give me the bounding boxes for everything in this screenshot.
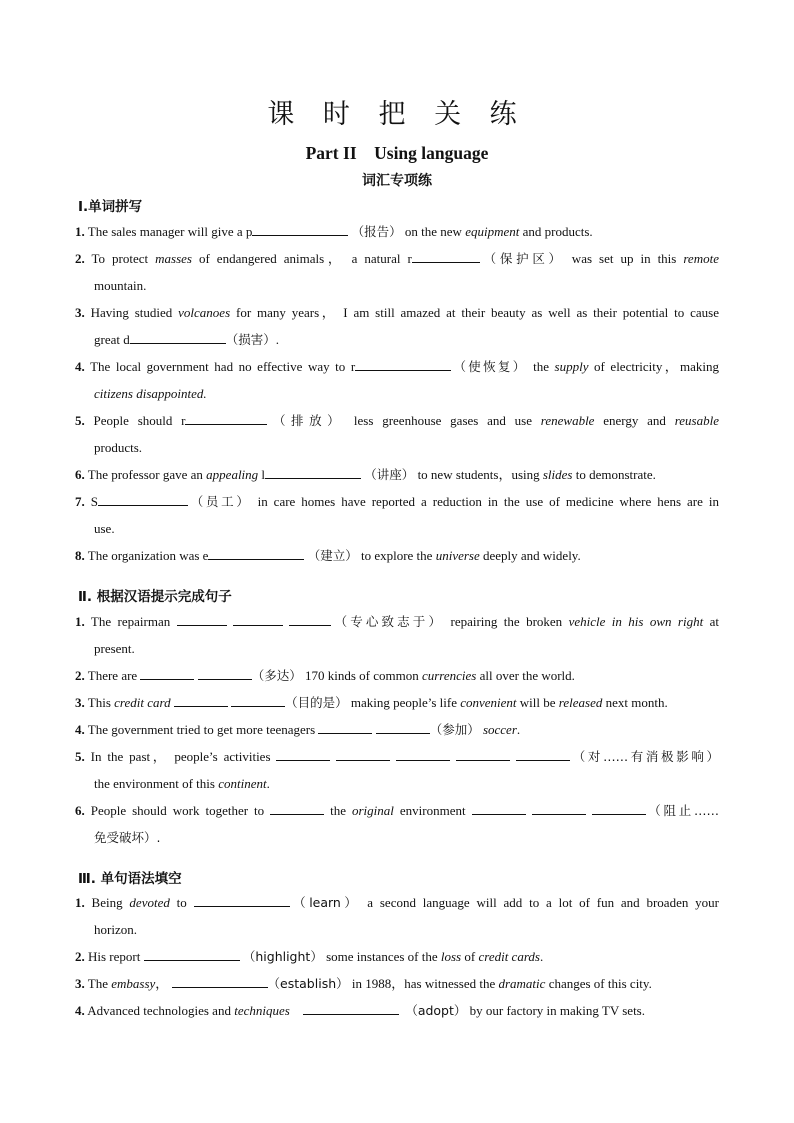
question-3-1: 1. Being devoted to （learn） a second language will add to a lot of fun and broaden your [75,895,719,910]
question-2-2: 2. There are （多达） 170 kinds of common currencies all over the world. [75,668,575,683]
answer-blank[interactable] [318,720,372,734]
question-2-6: 6. People should work together to the original environment （阻止…… [75,803,719,818]
question-2-5-cont: the environment of this continent. [94,776,270,791]
question-1-7-cont: use. [94,521,115,536]
answer-blank[interactable] [303,1001,399,1015]
question-1-4-cont: citizens disappointed. [94,386,207,401]
answer-blank[interactable] [355,357,451,371]
answer-blank[interactable] [194,893,290,907]
question-1-2-cont: mountain. [94,278,147,293]
answer-blank[interactable] [208,546,304,560]
answer-blank[interactable] [185,411,267,425]
question-1-5: 5. People should r （排放） less greenhouse gases and use renewable energy and reusable [75,413,719,428]
question-2-5: 5. In the past， people’s activities （对……有消极影响） [75,749,720,764]
question-3-1-cont: horizon. [94,922,137,937]
question-2-4: 4. The government tried to get more teenagers （参加） soccer. [75,722,521,737]
answer-blank[interactable] [198,666,252,680]
answer-blank[interactable] [396,747,450,761]
question-1-4: 4. The local government had no effective way to r （使恢复） the supply of electricity，making [75,359,719,374]
question-3-2: 2. His report （highlight） some instances of the loss of credit cards. [75,949,544,964]
answer-blank[interactable] [376,720,430,734]
answer-blank[interactable] [177,612,227,626]
answer-blank[interactable] [270,801,324,815]
answer-blank[interactable] [174,693,228,707]
section-heading-2: Ⅱ. 根据汉语提示完成句子 [78,589,232,605]
section-heading-3: Ⅲ. 单句语法填空 [78,871,182,887]
question-1-1: 1. The sales manager will give a p （报告） on the new equipment and products. [75,224,593,239]
section-heading-1: Ⅰ.单词拼写 [78,199,143,215]
question-2-1: 1. The repairman （专心致志于） repairing the broken vehicle in his own right at [75,614,720,629]
question-1-5-cont: products. [94,440,143,455]
question-1-3: 3. Having studied volcanoes for many years， I am still amazed at their beauty as well as their potential to cause [75,305,719,320]
answer-blank[interactable] [412,249,480,263]
answer-blank[interactable] [144,947,240,961]
question-3-4: 4. Advanced technologies and techniques （adopt） by our factory in making TV sets. [75,1003,645,1018]
answer-blank[interactable] [592,801,646,815]
answer-blank[interactable] [472,801,526,815]
page-title: 课 时 把 关 练 [267,99,527,130]
answer-blank[interactable] [252,222,348,236]
answer-blank[interactable] [276,747,330,761]
question-1-8: 8. The organization was e （建立） to explore the universe deeply and widely. [75,548,581,563]
answer-blank[interactable] [265,465,361,479]
question-1-2: 2. To protect masses of endangered animals， a natural r （保护区） was set up in this remote [75,251,719,266]
question-2-6-cont: 免受破坏）. [94,830,161,845]
answer-blank[interactable] [233,612,283,626]
question-2-3: 3. This credit card （目的是） making people’s life convenient will be released next month. [75,695,668,710]
answer-blank[interactable] [140,666,194,680]
answer-blank[interactable] [532,801,586,815]
question-3-3: 3. The embassy， （establish） in 1988，has witnessed the dramatic changes of this city. [75,976,652,991]
answer-blank[interactable] [172,974,268,988]
answer-blank[interactable] [98,492,188,506]
question-1-3-cont: great d （损害）. [94,332,279,347]
answer-blank[interactable] [231,693,285,707]
part-title: Part II Using language [305,143,489,163]
answer-blank[interactable] [516,747,570,761]
answer-blank[interactable] [130,330,226,344]
question-1-6: 6. The professor gave an appealing l （讲座） to new students，using slides to demonstrate. [75,467,656,482]
answer-blank[interactable] [289,612,331,626]
question-2-1-cont: present. [94,641,135,656]
answer-blank[interactable] [336,747,390,761]
question-1-7: 7. S （员工） in care homes have reported a reduction in the use of medicine where hens are in [75,494,719,509]
answer-blank[interactable] [456,747,510,761]
section-title: 词汇专项练 [362,173,432,189]
